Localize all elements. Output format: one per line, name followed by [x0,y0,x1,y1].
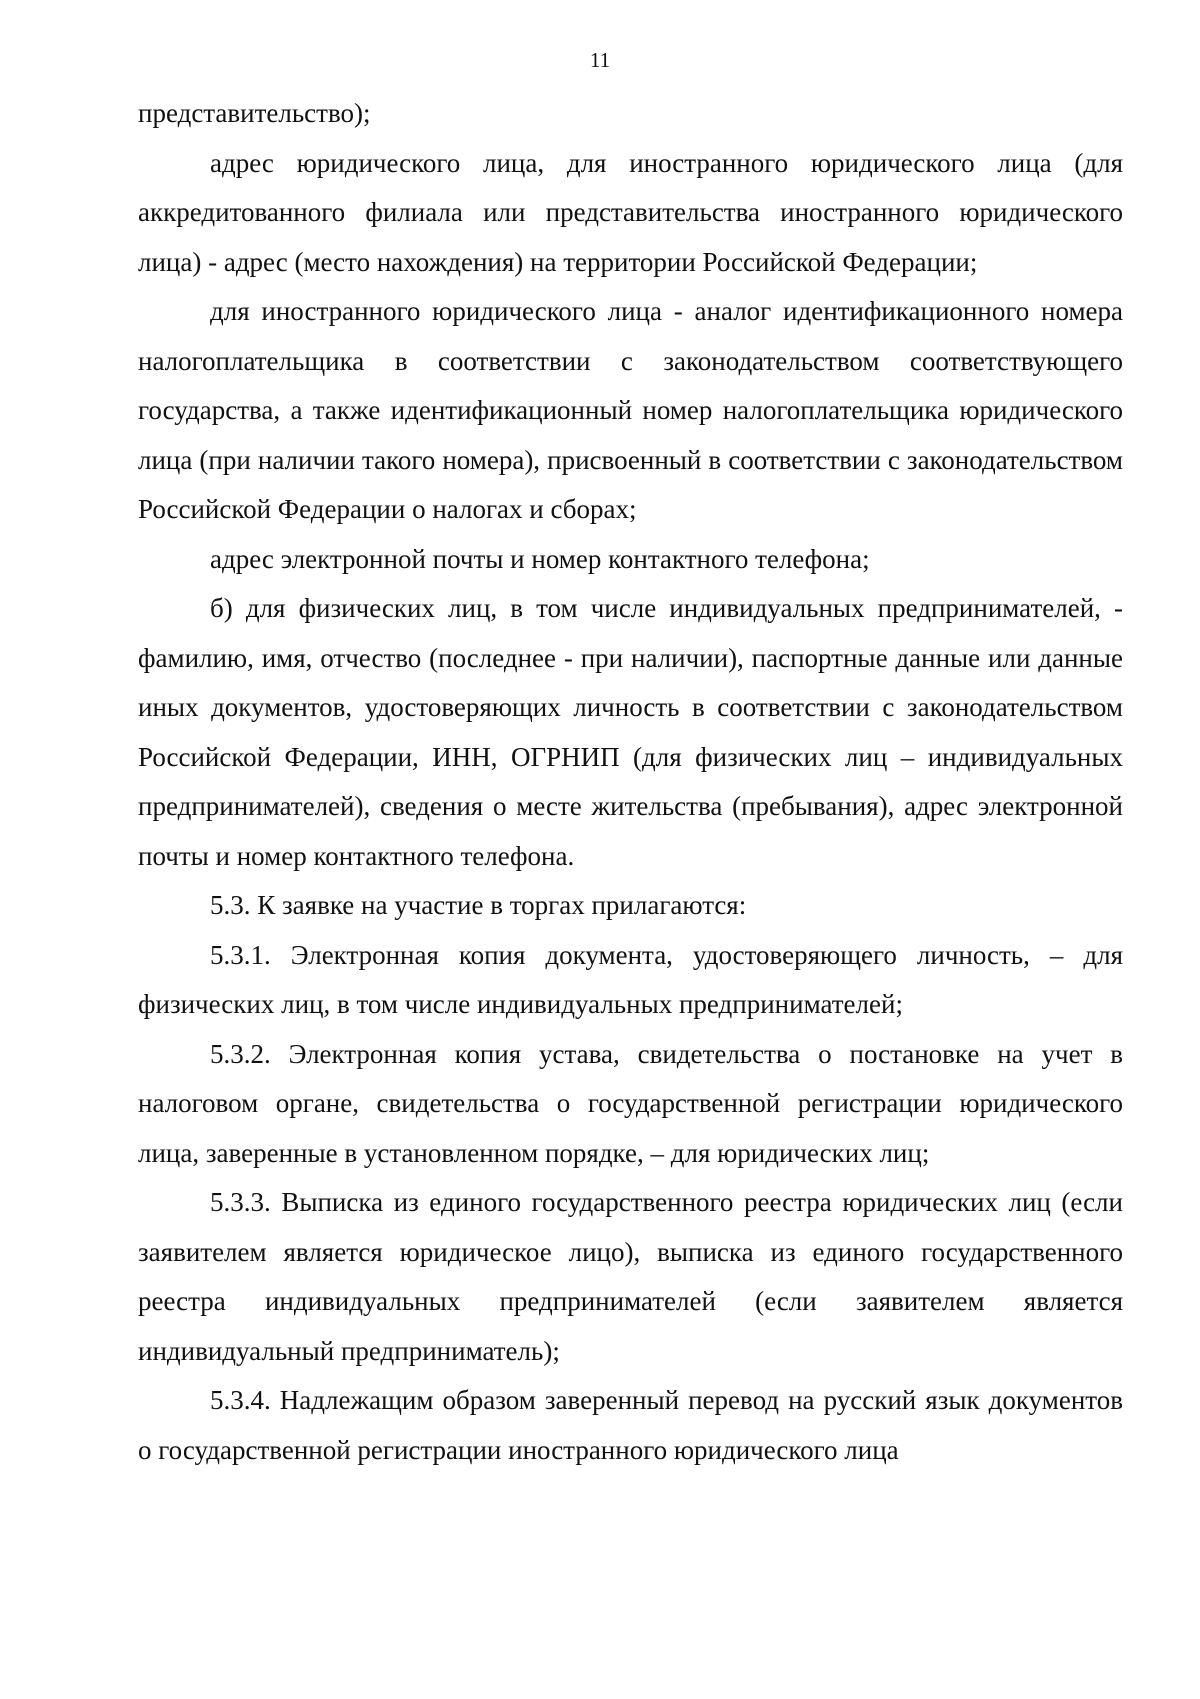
document-body [138,89,1123,1475]
paragraph-continuation: представительство); [138,98,371,128]
paragraph-5-3-4: 5.3.4. Надлежащим образом заверенный перевод на русский язык документов о государственной регистрации иностранного юридического лица [138,1385,1123,1465]
paragraph-5-3-3: 5.3.3. Выписка из единого государственного реестра юридических лиц (если заявителем является юридическое лицо), выписка из единого государственного реестра индивидуальных предпринимателей (если заявителем является индивидуальный предприниматель); [138,1187,1123,1366]
paragraph-contacts: адрес электронной почты и номер контактного телефона; [210,543,870,574]
paragraph-5-3-2: 5.3.2. Электронная копия устава, свидетельства о постановке на учет в налоговом органе, свидетельства о государственной регистрации юридического лица, заверенные в установленном порядке, – для юридических лиц; [138,1038,1123,1168]
paragraph-legal-address: адрес юридического лица, для иностранного юридического лица (для аккредитованного филиала или представительства иностранного юридического лица) - адрес (место нахождения) на территории Российской Федерации; [138,147,1123,277]
paragraph-individuals: б) для физических лиц, в том числе индивидуальных предпринимателей, - фамилию, имя, отчество (последнее - при наличии), паспортные данные или данные иных документов, удостоверяющих личность в соответствии с законодательством Российской Федерации, ИНН, ОГРНИП (для физических лиц – индивидуальных предпринимателей), сведения о месте жительства (пребывания), адрес электронной почты и номер контактного телефона. [138,593,1123,871]
page-number: 11 [589,48,611,72]
paragraph-5-3: 5.3. К заявке на участие в торгах прилагаются: [210,890,747,920]
paragraph-5-3-1: 5.3.1. Электронная копия документа, удостоверяющего личность, – для физических лиц, в том числе индивидуальных предпринимателей; [138,939,1123,1019]
paragraph-foreign-tax-id: для иностранного юридического лица - аналог идентификационного номера налогоплательщика в соответствии с законодательством соответствующего государства, а также идентификационный номер налогоплательщика юридического лица (при наличии такого номера), присвоенный в соответствии с законодательством Российской Федерации о налогах и сборах; [138,296,1123,524]
